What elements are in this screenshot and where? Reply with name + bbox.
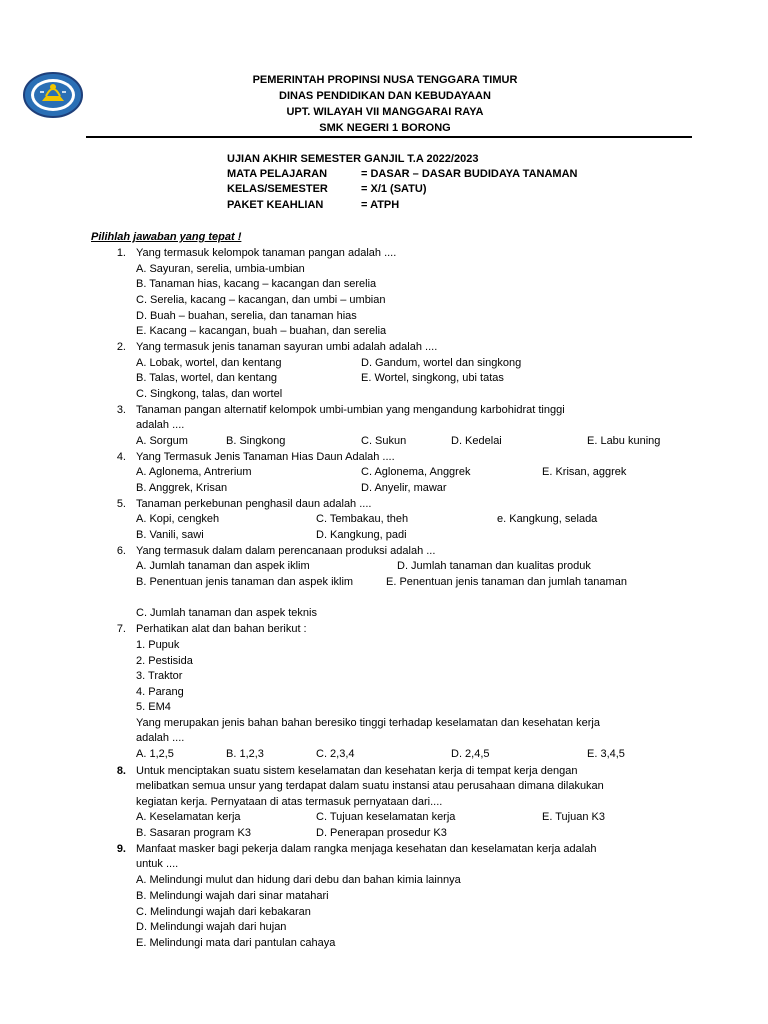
- option: C. Melindungi wajah dari kebakaran: [136, 906, 311, 918]
- tut-wuri-handayani-logo-icon: [22, 70, 84, 120]
- option: e. Kangkung, selada: [497, 513, 598, 525]
- meta-key-program: PAKET KEAHLIAN: [227, 199, 324, 211]
- instruction: Pilihlah jawaban yang tepat !: [91, 231, 242, 243]
- option: D. Kedelai: [451, 435, 502, 447]
- option: A. Melindungi mulut dan hidung dari debu dan bahan kimia lainnya: [136, 874, 461, 886]
- option: C. Singkong, talas, dan wortel: [136, 388, 283, 400]
- question-number: 6.: [116, 545, 126, 557]
- question-text: Yang merupakan jenis bahan bahan beresiko tinggi terhadap keselamatan dan kesehatan kerja: [136, 717, 600, 729]
- option: E. Kacang – kacangan, buah – buahan, dan serelia: [136, 325, 387, 337]
- option: A. Kopi, cengkeh: [136, 513, 220, 525]
- option: D. Anyelir, mawar: [361, 482, 447, 494]
- option: D. 2,4,5: [451, 748, 490, 760]
- list-item: 1. Pupuk: [136, 639, 180, 651]
- option: C. Serelia, kacang – kacangan, dan umbi – umbian: [136, 294, 386, 306]
- exam-title: UJIAN AKHIR SEMESTER GANJIL T.A 2022/2023: [227, 153, 479, 165]
- option: E. 3,4,5: [587, 748, 625, 760]
- question-number: 1.: [116, 247, 126, 259]
- question-text: Perhatikan alat dan bahan berikut :: [136, 623, 307, 635]
- question-text: adalah ....: [136, 732, 185, 744]
- option: A. 1,2,5: [136, 748, 174, 760]
- option: E. Krisan, aggrek: [542, 466, 627, 478]
- option: B. Penentuan jenis tanaman dan aspek iklim: [136, 576, 354, 588]
- option: C. Tembakau, theh: [316, 513, 409, 525]
- header-line-1: PEMERINTAH PROPINSI NUSA TENGGARA TIMUR: [252, 74, 518, 86]
- question-number: 4.: [116, 451, 126, 463]
- meta-value-subject: = DASAR – DASAR BUDIDAYA TANAMAN: [361, 168, 578, 180]
- option: E. Labu kuning: [587, 435, 661, 447]
- option: B. Singkong: [226, 435, 286, 447]
- option: B. Anggrek, Krisan: [136, 482, 228, 494]
- option: D. Jumlah tanaman dan kualitas produk: [397, 560, 591, 572]
- question-number: 5.: [116, 498, 126, 510]
- option: D. Kangkung, padi: [316, 529, 407, 541]
- question-text: Tanaman pangan alternatif kelompok umbi-umbian yang mengandung karbohidrat tinggi: [136, 404, 565, 416]
- list-item: 5. EM4: [136, 701, 171, 713]
- option: B. Vanili, sawi: [136, 529, 204, 541]
- option: C. Aglonema, Anggrek: [361, 466, 471, 478]
- option: D. Buah – buahan, serelia, dan tanaman hias: [136, 310, 357, 322]
- option: D. Melindungi wajah dari hujan: [136, 921, 287, 933]
- option: C. Sukun: [361, 435, 407, 447]
- question-text: Manfaat masker bagi pekerja dalam rangka menjaga kesehatan dan keselamatan kerja adalah: [136, 843, 597, 855]
- question-number: 7.: [116, 623, 126, 635]
- option: D. Gandum, wortel dan singkong: [361, 357, 522, 369]
- header-divider: [86, 136, 692, 138]
- option: C. 2,3,4: [316, 748, 355, 760]
- question-text: Tanaman perkebunan penghasil daun adalah ....: [136, 498, 372, 510]
- list-item: 4. Parang: [136, 686, 184, 698]
- meta-value-class: = X/1 (SATU): [361, 183, 427, 195]
- option: C. Tujuan keselamatan kerja: [316, 811, 456, 823]
- question-text: Yang termasuk dalam dalam perencanaan produksi adalah ...: [136, 545, 436, 557]
- header-line-2: DINAS PENDIDIKAN DAN KEBUDAYAAN: [279, 90, 491, 102]
- question-text: untuk ....: [136, 858, 179, 870]
- question-text: Yang termasuk kelompok tanaman pangan adalah ....: [136, 247, 397, 259]
- option: D. Penerapan prosedur K3: [316, 827, 447, 839]
- question-text: adalah ....: [136, 419, 185, 431]
- question-text: melibatkan semua unsur yang terdapat dalam suatu instansi atau perusahaan dimana dilakukan: [136, 780, 604, 792]
- option: E. Tujuan K3: [542, 811, 605, 823]
- question-number: 2.: [116, 341, 126, 353]
- header-line-4: SMK NEGERI 1 BORONG: [319, 122, 451, 134]
- option: E. Melindungi mata dari pantulan cahaya: [136, 937, 336, 949]
- question-number: 8.: [116, 765, 126, 777]
- question-text: Untuk menciptakan suatu sistem keselamatan dan kesehatan kerja di tempat kerja dengan: [136, 765, 578, 777]
- option: A. Keselamatan kerja: [136, 811, 241, 823]
- question-text: Yang termasuk jenis tanaman sayuran umbi adalah adalah ....: [136, 341, 438, 353]
- option: B. Talas, wortel, dan kentang: [136, 372, 278, 384]
- list-item: 3. Traktor: [136, 670, 183, 682]
- meta-value-program: = ATPH: [361, 199, 400, 211]
- option: C. Jumlah tanaman dan aspek teknis: [136, 607, 317, 619]
- question-number: 9.: [116, 843, 126, 855]
- question-number: 3.: [116, 404, 126, 416]
- option: B. Melindungi wajah dari sinar matahari: [136, 890, 329, 902]
- question-text: kegiatan kerja. Pernyataan di atas termasuk pernyataan dari....: [136, 796, 443, 808]
- option: B. Tanaman hias, kacang – kacangan dan serelia: [136, 278, 377, 290]
- meta-key-subject: MATA PELAJARAN: [227, 168, 328, 180]
- option: B. Sasaran program K3: [136, 827, 251, 839]
- list-item: 2. Pestisida: [136, 655, 193, 667]
- option: A. Sorgum: [136, 435, 188, 447]
- option: B. 1,2,3: [226, 748, 264, 760]
- option: A. Lobak, wortel, dan kentang: [136, 357, 282, 369]
- question-text: Yang Termasuk Jenis Tanaman Hias Daun Adalah ....: [136, 451, 395, 463]
- option: A. Aglonema, Antrerium: [136, 466, 252, 478]
- header-line-3: UPT. WILAYAH VII MANGGARAI RAYA: [286, 106, 484, 118]
- option: A. Jumlah tanaman dan aspek iklim: [136, 560, 310, 572]
- option: A. Sayuran, serelia, umbia-umbian: [136, 263, 305, 275]
- meta-key-class: KELAS/SEMESTER: [227, 183, 328, 195]
- option: E. Wortel, singkong, ubi tatas: [361, 372, 504, 384]
- option: E. Penentuan jenis tanaman dan jumlah tanaman: [386, 576, 627, 588]
